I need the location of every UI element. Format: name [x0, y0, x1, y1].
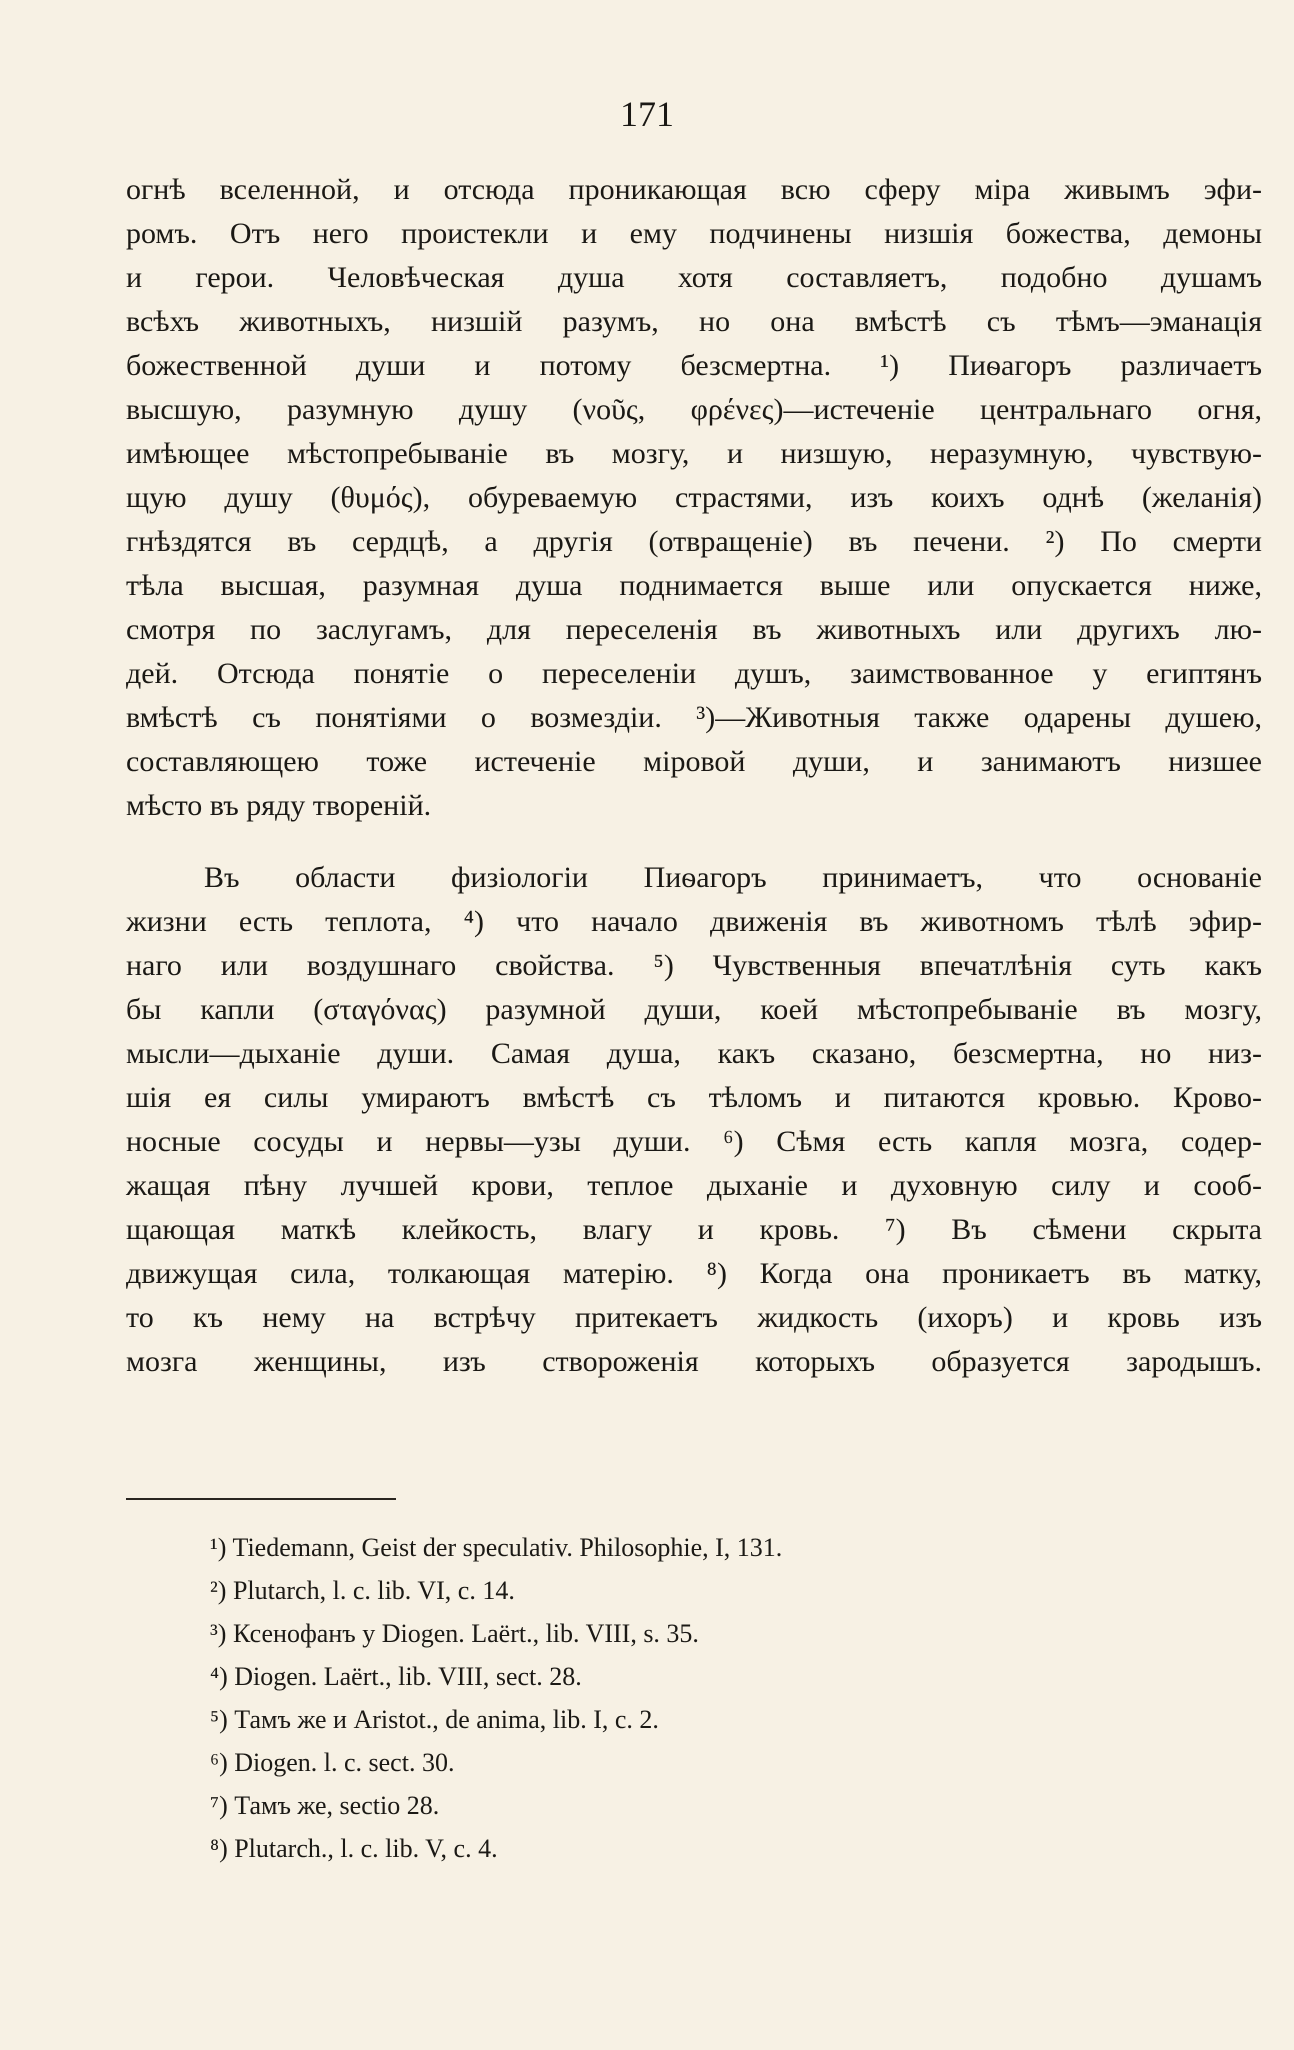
text-line: божественной души и потому безсмертна. ¹) Пиѳагоръ различаетъ [126, 349, 1262, 382]
text-line: щающая маткѣ клейкость, влагу и кровь. ⁷) Въ сѣмени скрыта [126, 1213, 1262, 1246]
footnote-7: ⁷) Тамъ же, sectio 28. [210, 1791, 440, 1820]
footnote-6: ⁶) Diogen. l. c. sect. 30. [210, 1748, 455, 1777]
text-line: имѣющее мѣстопребываніе въ мозгу, и низшую, неразумную, чувствую- [126, 437, 1262, 470]
paragraph-spacer [126, 828, 1262, 856]
text-line: Въ области физіологіи Пиѳагоръ принимаетъ, что основаніе [204, 861, 1262, 894]
text-line: всѣхъ животныхъ, низшій разумъ, но она вмѣстѣ съ тѣмъ—эманація [126, 305, 1262, 338]
text-line: жизни есть теплота, ⁴) что начало движенія въ животномъ тѣлѣ эфир- [126, 905, 1262, 938]
footnotes [210, 1526, 1010, 1870]
text-line: мозга женщины, изъ створоженія которыхъ образуется зародышъ. [126, 1345, 1262, 1378]
text-line: ромъ. Отъ него проистекли и ему подчинены низшія божества, демоны [126, 217, 1262, 250]
text-line: и герои. Человѣческая душа хотя составляетъ, подобно душамъ [126, 261, 1262, 294]
text-line: мѣсто въ ряду твореній. [126, 789, 432, 822]
text-line: тѣла высшая, разумная душа поднимается выше или опускается ниже, [126, 569, 1262, 602]
text-line: мысли—дыханіе души. Самая душа, какъ сказано, безсмертна, но низ- [126, 1037, 1262, 1070]
text-line: составляющею тоже истеченіе міровой души, и занимаютъ низшее [126, 745, 1262, 778]
footnote-3: ³) Ксенофанъ у Diogen. Laërt., lib. VIII, s. 35. [210, 1619, 699, 1648]
text-line: то къ нему на встрѣчу притекаетъ жидкость (ихоръ) и кровь изъ [126, 1301, 1262, 1334]
text-line: бы капли (σταγόνας) разумной души, коей мѣстопребываніе въ мозгу, [126, 993, 1262, 1026]
text-line: смотря по заслугамъ, для переселенія въ животныхъ или другихъ лю- [126, 613, 1262, 646]
text-line: шія ея силы умираютъ вмѣстѣ съ тѣломъ и питаются кровью. Крово- [126, 1081, 1262, 1114]
text-line: щую душу (θυμός), обуреваемую страстями, изъ коихъ однѣ (желанія) [126, 481, 1262, 514]
footnote-8: ⁸) Plutarch., l. c. lib. V, c. 4. [210, 1834, 498, 1863]
paragraph-1 [126, 168, 1262, 828]
footnote-separator [126, 1498, 396, 1500]
paragraph-2 [126, 856, 1262, 1384]
text-line: носные сосуды и нервы—узы души. ⁶) Сѣмя есть капля мозга, содер- [126, 1125, 1262, 1158]
text-line: гнѣздятся въ сердцѣ, а другія (отвращеніе) въ печени. ²) По смерти [126, 525, 1262, 558]
body-text [126, 168, 1262, 1384]
text-line: вмѣстѣ съ понятіями о возмездіи. ³)—Животныя также одарены душею, [126, 701, 1262, 734]
text-line: жащая пѣну лучшей крови, теплое дыханіе и духовную силу и сооб- [126, 1169, 1262, 1202]
text-line: дей. Отсюда понятіе о переселеніи душъ, заимствованное у египтянъ [126, 657, 1262, 690]
text-line: наго или воздушнаго свойства. ⁵) Чувственныя впечатлѣнія суть какъ [126, 949, 1262, 982]
footnote-5: ⁵) Тамъ же и Aristot., de anima, lib. I, c. 2. [210, 1705, 659, 1734]
footnote-2: ²) Plutarch, l. c. lib. VI, c. 14. [210, 1576, 515, 1605]
page-number: 171 [620, 94, 674, 134]
footnote-1: ¹) Tiedemann, Geist der speculativ. Philosophie, I, 131. [210, 1533, 783, 1562]
footnote-4: ⁴) Diogen. Laërt., lib. VIII, sect. 28. [210, 1662, 582, 1691]
text-line: огнѣ вселенной, и отсюда проникающая всю сферу міра живымъ эфи- [126, 173, 1262, 206]
text-line: высшую, разумную душу (νοῦς, φρένες)—истеченіе центральнаго огня, [126, 393, 1262, 426]
text-line: движущая сила, толкающая матерію. ⁸) Когда она проникаетъ въ матку, [126, 1257, 1262, 1290]
